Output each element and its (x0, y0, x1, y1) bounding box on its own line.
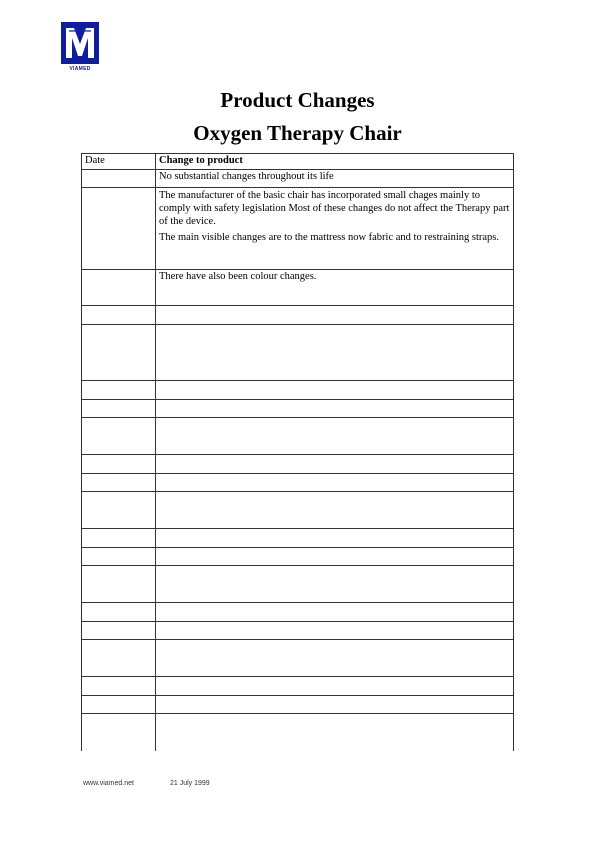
table-row (82, 566, 514, 603)
date-cell (82, 188, 156, 270)
date-cell (82, 418, 156, 455)
table-row (82, 270, 514, 306)
date-column-header: Date (82, 154, 156, 170)
change-cell (156, 418, 514, 455)
date-cell (82, 306, 156, 325)
table-header-row (82, 154, 514, 170)
change-cell (156, 381, 514, 400)
change-cell (156, 622, 514, 640)
date-cell (82, 548, 156, 566)
change-cell (156, 677, 514, 696)
table-row (82, 400, 514, 418)
change-cell (156, 548, 514, 566)
change-cell (156, 400, 514, 418)
table-row (82, 418, 514, 455)
logo-text: VIAMED (69, 66, 91, 72)
table-row (82, 696, 514, 714)
date-cell (82, 455, 156, 474)
date-cell (82, 170, 156, 188)
date-cell (82, 622, 156, 640)
logo-mark-icon (61, 22, 99, 64)
change-cell (156, 529, 514, 548)
table-row (82, 306, 514, 325)
change-paragraph: The main visible changes are to the mattress now fabric and to restraining straps. (159, 232, 499, 243)
date-cell (82, 474, 156, 492)
footer-website: www.viamed.net (83, 780, 134, 787)
date-cell (82, 696, 156, 714)
table-row (82, 640, 514, 677)
table-row (82, 474, 514, 492)
table-row (82, 455, 514, 474)
date-cell (82, 270, 156, 306)
table-row (82, 548, 514, 566)
date-cell (82, 677, 156, 696)
change-cell (156, 696, 514, 714)
date-cell (82, 529, 156, 548)
date-cell (82, 325, 156, 381)
change-cell: There have also been colour changes. (156, 270, 514, 306)
change-cell: No substantial changes throughout its life (156, 170, 514, 188)
change-cell (156, 306, 514, 325)
change-cell (156, 492, 514, 529)
table-row (82, 677, 514, 696)
date-cell (82, 566, 156, 603)
table-row (82, 714, 514, 751)
table-row (82, 603, 514, 622)
page-title: Product Changes (220, 88, 375, 112)
page-subtitle: Oxygen Therapy Chair (193, 121, 402, 145)
change-column-header: Change to product (156, 154, 514, 170)
change-cell (156, 188, 514, 270)
change-cell (156, 714, 514, 751)
date-cell (82, 640, 156, 677)
viamed-logo (61, 22, 99, 74)
product-changes-table (81, 153, 514, 751)
date-cell (82, 492, 156, 529)
table-row (82, 188, 514, 270)
change-cell (156, 640, 514, 677)
table-row (82, 492, 514, 529)
change-cell (156, 455, 514, 474)
change-cell (156, 474, 514, 492)
change-paragraph: The manufacturer of the basic chair has incorporated small chages mainly to comply with safety legislation Most of these changes do not affect the Therapy part of the device. (159, 190, 510, 227)
table-row (82, 325, 514, 381)
change-cell (156, 566, 514, 603)
table-row (82, 381, 514, 400)
footer-date: 21 July 1999 (170, 780, 210, 787)
table-row (82, 529, 514, 548)
change-cell (156, 325, 514, 381)
change-cell (156, 603, 514, 622)
date-cell (82, 603, 156, 622)
date-cell (82, 400, 156, 418)
table-row (82, 170, 514, 188)
table-row (82, 622, 514, 640)
date-cell (82, 714, 156, 751)
date-cell (82, 381, 156, 400)
